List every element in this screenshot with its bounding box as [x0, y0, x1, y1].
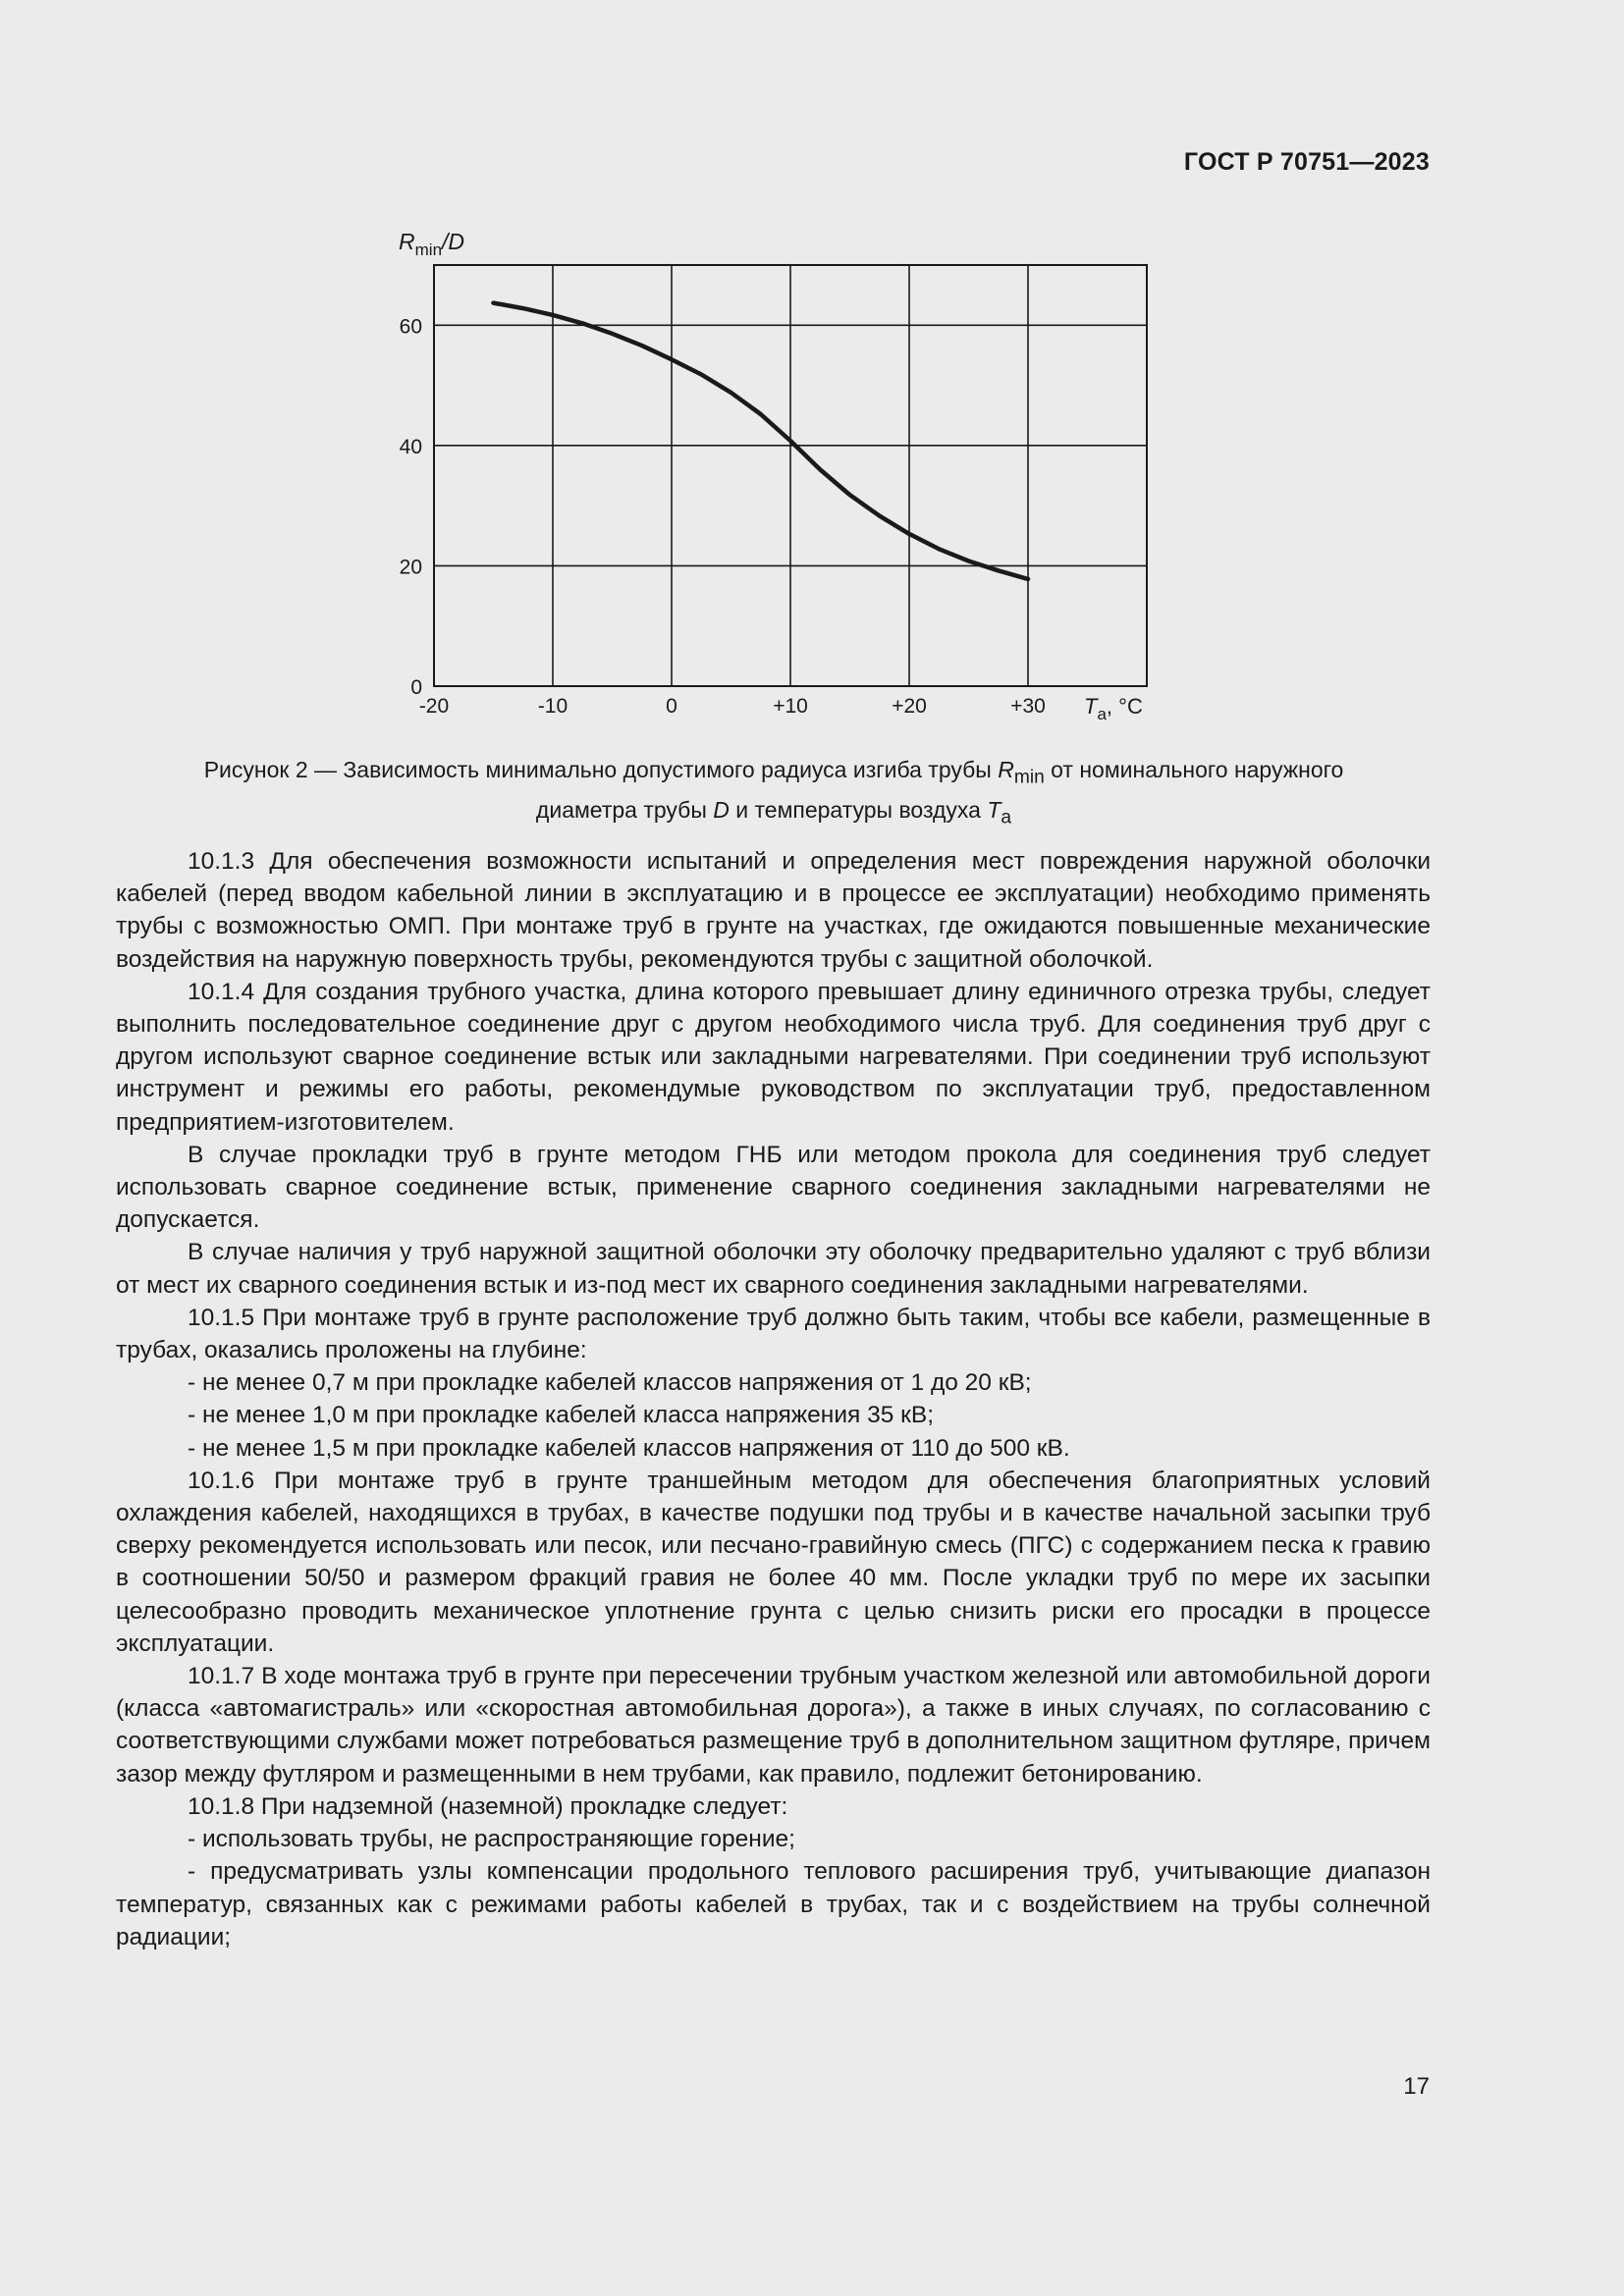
paragraph-10-1-4: 10.1.4 Для создания трубного участка, длина которого превышает длину единичного отрезка трубы, следует выполнить последовательное соединение друг с другом необходимого числа труб. Для соединения труб друг с другом используют сварное соединение встык или закладными нагревателями. При соединении труб используют инструмент и режимы его работы, рекомендумые руководством по эксплуатации труб, предоставленном предприятием-изготовителем.	[116, 978, 1431, 1136]
x-tick-label: 0	[666, 695, 677, 718]
list-item-depth-1-0: - не менее 1,0 м при прокладке кабелей класса напряжения 35 кВ;	[188, 1402, 935, 1429]
x-tick-label: +20	[892, 695, 927, 718]
temperature-bend-radius-chart	[383, 221, 1168, 731]
paragraph-10-1-5: 10.1.5 При монтаже труб в грунте расположение труб должно быть таким, чтобы все кабели, размещенные в трубах, оказались проложены на глубине:	[116, 1304, 1431, 1364]
y-axis-label: $R_{min}/D$	[399, 229, 465, 259]
paragraph-hdd-welding: В случае прокладки труб в грунте методом ГНБ или методом прокола для соединения труб следует использовать сварное соединение встык, применение сварного соединения закладными нагревателями не допускается.	[116, 1141, 1431, 1234]
paragraph-10-1-8: 10.1.8 При надземной (наземной) прокладке следует:	[188, 1792, 788, 1820]
y-tick-label: 0	[410, 676, 422, 699]
list-item-non-flammable: - использовать трубы, не распространяющие горение;	[188, 1826, 795, 1853]
y-tick-label: 60	[399, 315, 422, 339]
y-tick-label: 40	[399, 435, 422, 458]
list-item-depth-1-5: - не менее 1,5 м при прокладке кабелей классов напряжения от 110 до 500 кВ.	[188, 1434, 1070, 1462]
x-tick-label: +30	[1010, 695, 1046, 718]
paragraph-sheath-removal: В случае наличия у труб наружной защитной оболочки эту оболочку предварительно удаляют с труб вблизи от мест их сварного соединения встык и из-под мест их сварного соединения закладными нагревателями.	[116, 1239, 1431, 1299]
x-axis-label: $T_a$, °C	[1084, 694, 1143, 723]
x-tick-label: +10	[773, 695, 808, 718]
caption-line-1: Рисунок 2 — Зависимость минимально допустимого радиуса изгиба трубы $R_{min}$ от номинального наружного	[203, 757, 1344, 788]
series-line-rmin-d	[494, 303, 1029, 579]
page-number: 17	[1403, 2073, 1430, 2100]
list-item-depth-0-7: - не менее 0,7 м при прокладке кабелей классов напряжения от 1 до 20 кВ;	[188, 1369, 1032, 1397]
chart-grid	[434, 265, 1147, 686]
list-item-expansion-joints: - предусматривать узлы компенсации продольного теплового расширения труб, учитывающие диапазон температур, связанных как с режимами работы кабелей в трубах, так и с воздействием на трубы солнечной радиации;	[116, 1858, 1431, 1950]
y-tick-label: 20	[399, 556, 422, 579]
paragraph-10-1-6: 10.1.6 При монтаже труб в грунте траншейным методом для обеспечения благоприятных условий охлаждения кабелей, находящихся в трубах, в качестве подушки под трубы и в качестве начальной засыпки труб сверху рекомендуется использовать или песок, или песчано-гравийную смесь (ПГС) с содержанием песка к гравию в соотношении 50/50 и размером фракций гравия не более 40 мм. После укладки труб по мере их засыпки целесообразно проводить механическое уплотнение грунта с целью снизить риски его просадки в процессе эксплуатации.	[116, 1467, 1431, 1657]
paragraph-10-1-7: 10.1.7 В ходе монтажа труб в грунте при пересечении трубным участком железной или автомобильной дороги (класса «автомагистраль» или «скоростная автомобильная дорога»), а также в иных случаях, по согласованию с соответствующими службами может потребоваться размещение труб в дополнительном защитном футляре, причем зазор между футляром и размещенными в нем трубами, как правило, подлежит бетонированию.	[116, 1663, 1431, 1788]
figure-caption	[116, 754, 1432, 833]
x-tick-label: -20	[418, 695, 450, 718]
body-text	[116, 845, 1431, 1953]
paragraph-10-1-3: 10.1.3 Для обеспечения возможности испытаний и определения мест повреждения наружной оболочки кабелей (перед вводом кабельной линии в эксплуатацию и в процессе ее эксплуатации) необходимо применять трубы с возможностью ОМП. При монтаже труб в грунте на участках, где ожидаются повышенные механические воздействия на наружную поверхность трубы, рекомендуются трубы с защитной оболочкой.	[116, 848, 1431, 973]
x-tick-labels	[419, 695, 1046, 718]
caption-line-2: диаметра трубы D и температуры воздуха $T_a$	[535, 796, 1012, 828]
document-designation: ГОСТ Р 70751—2023	[1183, 148, 1430, 176]
y-tick-labels	[400, 315, 422, 699]
x-tick-label: -10	[537, 695, 568, 718]
